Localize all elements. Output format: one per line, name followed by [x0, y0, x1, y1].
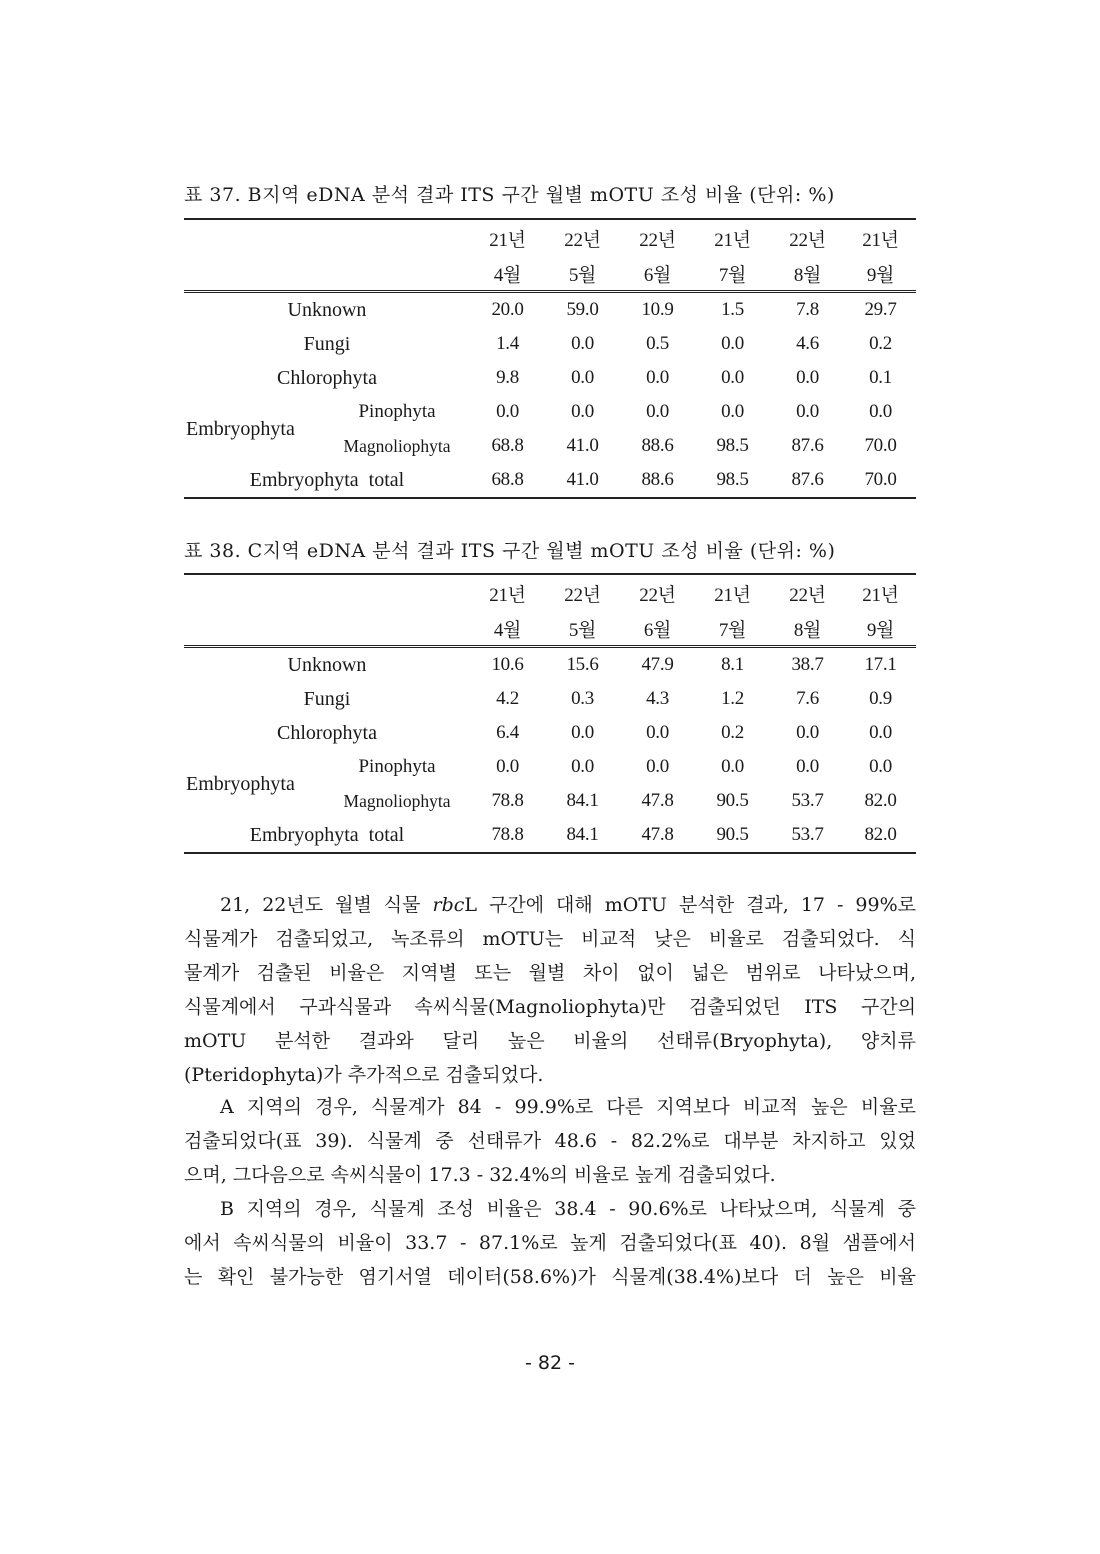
cell: 10.9 [620, 292, 695, 328]
cell: 1.5 [695, 292, 770, 328]
cell: 98.5 [716, 469, 749, 490]
cell: 10.6 [470, 647, 545, 683]
table-37 [184, 218, 916, 499]
table-38 [184, 573, 916, 854]
cell: 0.0 [721, 756, 744, 777]
cell: 87.6 [791, 469, 824, 490]
row-label: Embryophyta total [249, 823, 405, 846]
month-header: 9월 [866, 264, 895, 286]
cell: 41.0 [566, 435, 599, 456]
cell: 0.0 [646, 401, 669, 422]
cell: 90.5 [716, 790, 749, 811]
cell: 7.6 [796, 688, 819, 709]
cell: 82.0 [864, 824, 897, 845]
group-label-embryophyta: Embryophyta [186, 417, 295, 440]
year-header: 22년 [789, 229, 826, 251]
cell: 4.2 [496, 688, 519, 709]
page-number: - 82 - [525, 1352, 575, 1374]
month-header: 9월 [866, 619, 895, 641]
cell: 82.0 [864, 790, 897, 811]
cell: 0.0 [869, 722, 892, 743]
month-header: 6월 [643, 264, 672, 286]
header-years-row [184, 219, 916, 256]
row-label: Fungi [303, 687, 351, 710]
header-months-row [184, 256, 916, 292]
cell: 7.8 [770, 292, 845, 328]
table-row-fungi [184, 327, 916, 361]
table-row-pinophyta [184, 750, 916, 784]
cell: 0.0 [796, 401, 819, 422]
row-label: Unknown [184, 292, 470, 328]
cell: 0.0 [796, 722, 819, 743]
cell: 98.5 [716, 435, 749, 456]
header-months-row [184, 611, 916, 647]
cell: 0.9 [869, 688, 892, 709]
cell: 88.6 [641, 469, 674, 490]
year-header: 21년 [489, 584, 526, 606]
cell: 0.0 [496, 401, 519, 422]
cell: 88.6 [641, 435, 674, 456]
year-header: 22년 [564, 229, 601, 251]
cell: 1.4 [496, 333, 519, 354]
row-sublabel: Magnoliophyta [343, 435, 451, 456]
cell: 29.7 [845, 292, 916, 328]
header-blank [184, 574, 470, 611]
cell: 0.0 [721, 401, 744, 422]
cell: 90.5 [716, 824, 749, 845]
cell: 8.1 [695, 647, 770, 683]
month-header: 5월 [568, 619, 597, 641]
cell: 0.0 [721, 333, 744, 354]
cell: 53.7 [791, 824, 824, 845]
year-header: 21년 [862, 584, 899, 606]
cell: 0.0 [721, 367, 744, 388]
cell: 9.8 [496, 367, 519, 388]
cell: 68.8 [491, 435, 524, 456]
table-row-unknown [184, 647, 916, 683]
paragraph-rbcl-summary: 21, 22년도 월별 식물 rbcL 구간에 대해 mOTU 분석한 결과, 17 - 99%로 식물계가 검출되었고, 녹조류의 mOTU는 비교적 낮은 비율로 검출되었다. 식 물계가 검출된 비율은 지역별 또는 월별 차이 없이 넓은 범위로 나타났으며, 식물계에서 구과식물과 속씨식물(Magnoliophyta)만 검출되었던 ITS 구간의 mOTU 분석한 결과와 달리 높은 비율의 선태류(Bryophyta), 양치류 (Pteridophyta)가 추가적으로 검출되었다. [184, 894, 916, 1086]
table-row-unknown [184, 292, 916, 328]
year-header: 21년 [714, 229, 751, 251]
table-row-chlorophyta [184, 361, 916, 395]
year-header: 21년 [489, 229, 526, 251]
cell: 17.1 [845, 647, 916, 683]
cell: 70.0 [864, 469, 897, 490]
cell: 47.8 [641, 824, 674, 845]
cell: 0.0 [646, 756, 669, 777]
cell: 0.0 [571, 367, 594, 388]
table-row-embryophyta-total [184, 463, 916, 498]
cell: 78.8 [491, 790, 524, 811]
cell: 68.8 [491, 469, 524, 490]
cell: 0.2 [869, 333, 892, 354]
group-label-embryophyta: Embryophyta [186, 772, 295, 795]
cell: 59.0 [545, 292, 620, 328]
year-header: 22년 [564, 584, 601, 606]
table-row-embryophyta-total [184, 818, 916, 853]
cell: 38.7 [770, 647, 845, 683]
month-header: 7월 [718, 619, 747, 641]
year-header: 21년 [862, 229, 899, 251]
month-header: 4월 [493, 619, 522, 641]
cell: 20.0 [470, 292, 545, 328]
month-header: 8월 [793, 264, 822, 286]
cell: 6.4 [496, 722, 519, 743]
cell: 0.0 [646, 722, 669, 743]
cell: 41.0 [566, 469, 599, 490]
month-header: 7월 [718, 264, 747, 286]
paragraph-region-a: A 지역의 경우, 식물계가 84 - 99.9%로 다른 지역보다 비교적 높은 비율로 검출되었다(표 39). 식물계 중 선태류가 48.6 - 82.2%로 대부분 차지하고 있었 으며, 그다음으로 속씨식물이 17.3 - 32.4%의 비율로 높게 검출되었다. [184, 1096, 916, 1186]
cell: 0.5 [646, 333, 669, 354]
year-header: 22년 [639, 229, 676, 251]
table-row-chlorophyta [184, 716, 916, 750]
month-header: 6월 [643, 619, 672, 641]
cell: 1.2 [721, 688, 744, 709]
year-header: 22년 [639, 584, 676, 606]
month-header: 5월 [568, 264, 597, 286]
cell: 0.3 [571, 688, 594, 709]
cell: 4.6 [796, 333, 819, 354]
row-label: Chlorophyta [277, 721, 377, 744]
row-sublabel: Pinophyta [358, 401, 436, 422]
month-header: 4월 [493, 264, 522, 286]
cell: 84.1 [566, 824, 599, 845]
cell: 15.6 [545, 647, 620, 683]
cell: 87.6 [791, 435, 824, 456]
header-years-row [184, 574, 916, 611]
cell: 0.2 [721, 722, 744, 743]
year-header: 22년 [789, 584, 826, 606]
table-row-fungi [184, 682, 916, 716]
cell: 53.7 [791, 790, 824, 811]
table-row-pinophyta [184, 395, 916, 429]
cell: 0.0 [796, 367, 819, 388]
cell: 0.1 [869, 367, 892, 388]
row-label: Fungi [303, 332, 351, 355]
header-blank [184, 219, 470, 256]
table-38-caption: 표 38. C지역 eDNA 분석 결과 ITS 구간 월별 mOTU 조성 비율 (단위: %) [184, 540, 836, 562]
cell: 47.8 [641, 790, 674, 811]
cell: 4.3 [646, 688, 669, 709]
cell: 0.0 [496, 756, 519, 777]
cell: 0.0 [571, 722, 594, 743]
row-label: Unknown [184, 647, 470, 683]
cell: 70.0 [864, 435, 897, 456]
cell: 0.0 [571, 333, 594, 354]
cell: 0.0 [796, 756, 819, 777]
row-label: Embryophyta total [249, 468, 405, 491]
cell: 84.1 [566, 790, 599, 811]
cell: 0.0 [869, 756, 892, 777]
paragraph-region-b: B 지역의 경우, 식물계 조성 비율은 38.4 - 90.6%로 나타났으며, 식물계 중 에서 속씨식물의 비율이 33.7 - 87.1%로 높게 검출되었다(표 40). 8월 샘플에서 는 확인 불가능한 염기서열 데이터(58.6%)가 식물계(38.4%)보다 더 높은 비율 [184, 1198, 916, 1288]
cell: 0.0 [646, 367, 669, 388]
table-37-caption: 표 37. B지역 eDNA 분석 결과 ITS 구간 월별 mOTU 조성 비율 (단위: %) [184, 184, 835, 206]
row-sublabel: Magnoliophyta [343, 790, 451, 811]
year-header: 21년 [714, 584, 751, 606]
cell: 0.0 [571, 756, 594, 777]
cell: 0.0 [571, 401, 594, 422]
row-label: Chlorophyta [277, 366, 377, 389]
month-header: 8월 [793, 619, 822, 641]
cell: 0.0 [869, 401, 892, 422]
cell: 78.8 [491, 824, 524, 845]
row-sublabel: Pinophyta [358, 756, 436, 777]
cell: 47.9 [620, 647, 695, 683]
